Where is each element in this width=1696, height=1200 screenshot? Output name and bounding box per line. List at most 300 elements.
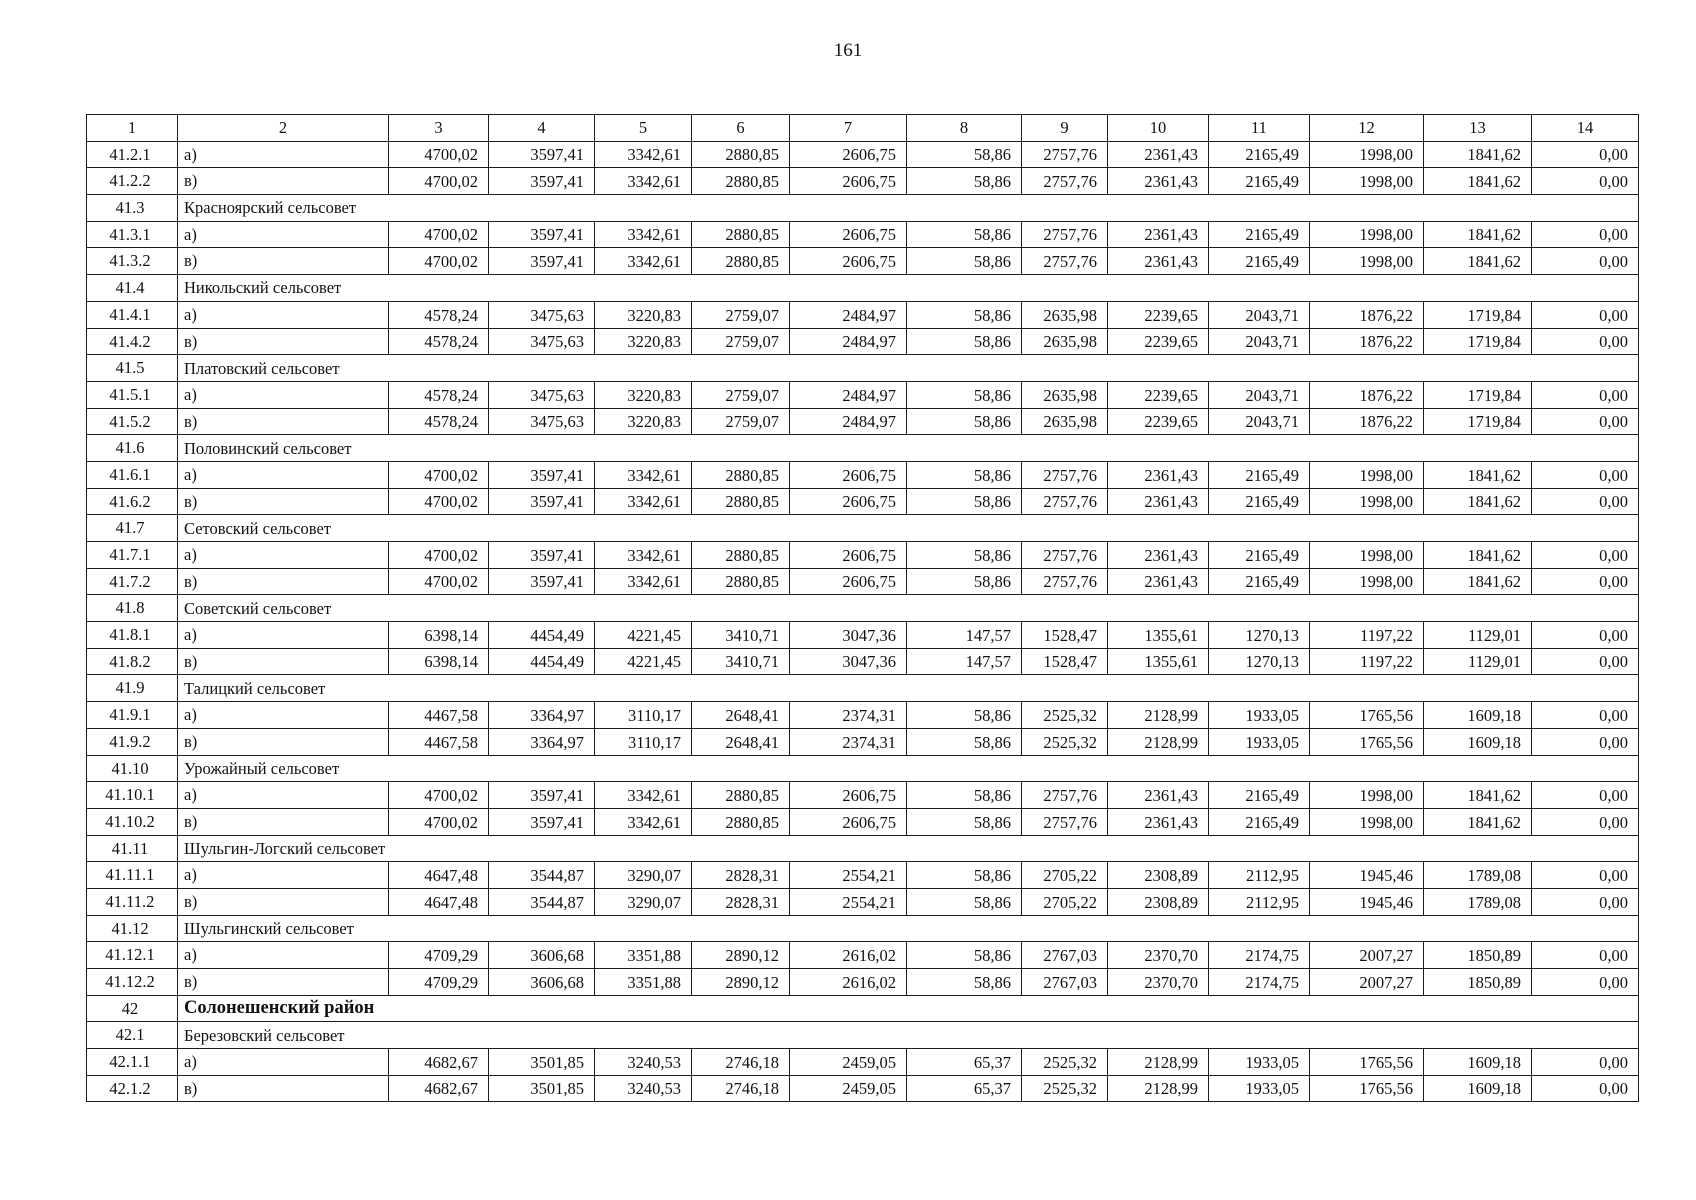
value-cell: 1129,01 xyxy=(1424,648,1532,675)
column-header: 9 xyxy=(1022,115,1108,142)
value-cell: 2370,70 xyxy=(1108,969,1209,996)
value-cell: 2043,71 xyxy=(1209,301,1310,328)
row-code: 41.4.1 xyxy=(87,301,178,328)
row-code: 41.5.2 xyxy=(87,408,178,435)
value-cell: 1933,05 xyxy=(1209,1075,1310,1102)
value-cell: 3220,83 xyxy=(595,328,692,355)
row-code: 41.5.1 xyxy=(87,381,178,408)
table-row xyxy=(87,782,1639,809)
value-cell: 3220,83 xyxy=(595,408,692,435)
value-cell: 2459,05 xyxy=(790,1075,907,1102)
row-code: 41.7 xyxy=(87,515,178,542)
value-cell: 1719,84 xyxy=(1424,408,1532,435)
value-cell: 2890,12 xyxy=(692,969,790,996)
value-cell: 4578,24 xyxy=(389,301,489,328)
table-row xyxy=(87,808,1639,835)
column-header: 7 xyxy=(790,115,907,142)
row-code: 41.6.2 xyxy=(87,488,178,515)
value-cell: 3501,85 xyxy=(489,1075,595,1102)
table-row xyxy=(87,542,1639,569)
value-cell: 1998,00 xyxy=(1310,168,1424,195)
value-cell: 2112,95 xyxy=(1209,862,1310,889)
value-cell: 2007,27 xyxy=(1310,942,1424,969)
value-cell: 1933,05 xyxy=(1209,1049,1310,1076)
value-cell: 2616,02 xyxy=(790,969,907,996)
value-cell: 4700,02 xyxy=(389,248,489,275)
table-row xyxy=(87,221,1639,248)
row-code: 41.3.2 xyxy=(87,248,178,275)
value-cell: 1998,00 xyxy=(1310,782,1424,809)
section-title: Шульгинский сельсовет xyxy=(178,915,1639,942)
value-cell: 3597,41 xyxy=(489,782,595,809)
value-cell: 2007,27 xyxy=(1310,969,1424,996)
value-cell: 1765,56 xyxy=(1310,1075,1424,1102)
value-cell: 4221,45 xyxy=(595,622,692,649)
value-cell: 2759,07 xyxy=(692,328,790,355)
value-cell: 2606,75 xyxy=(790,248,907,275)
value-cell: 1609,18 xyxy=(1424,728,1532,755)
value-cell: 2361,43 xyxy=(1108,488,1209,515)
row-label: а) xyxy=(178,381,389,408)
value-cell: 0,00 xyxy=(1532,622,1639,649)
row-label: а) xyxy=(178,782,389,809)
value-cell: 2239,65 xyxy=(1108,301,1209,328)
value-cell: 2757,76 xyxy=(1022,568,1108,595)
column-header: 5 xyxy=(595,115,692,142)
section-title: Платовский сельсовет xyxy=(178,355,1639,382)
value-cell: 0,00 xyxy=(1532,328,1639,355)
value-cell: 1841,62 xyxy=(1424,542,1532,569)
value-cell: 2757,76 xyxy=(1022,221,1108,248)
value-cell: 58,86 xyxy=(907,141,1022,168)
value-cell: 3597,41 xyxy=(489,141,595,168)
value-cell: 58,86 xyxy=(907,381,1022,408)
section-title: Солонешенский район xyxy=(178,995,1639,1022)
value-cell: 0,00 xyxy=(1532,648,1639,675)
value-cell: 0,00 xyxy=(1532,568,1639,595)
value-cell: 2308,89 xyxy=(1108,862,1209,889)
section-title: Сетовский сельсовет xyxy=(178,515,1639,542)
row-code: 41.3 xyxy=(87,195,178,222)
value-cell: 0,00 xyxy=(1532,542,1639,569)
value-cell: 1841,62 xyxy=(1424,221,1532,248)
value-cell: 0,00 xyxy=(1532,221,1639,248)
table-row xyxy=(87,728,1639,755)
value-cell: 2606,75 xyxy=(790,542,907,569)
value-cell: 3364,97 xyxy=(489,702,595,729)
row-label: в) xyxy=(178,648,389,675)
value-cell: 3110,17 xyxy=(595,702,692,729)
value-cell: 4709,29 xyxy=(389,942,489,969)
value-cell: 1998,00 xyxy=(1310,461,1424,488)
value-cell: 1719,84 xyxy=(1424,381,1532,408)
row-code: 41.12 xyxy=(87,915,178,942)
value-cell: 2880,85 xyxy=(692,168,790,195)
value-cell: 0,00 xyxy=(1532,461,1639,488)
value-cell: 3606,68 xyxy=(489,942,595,969)
table-row xyxy=(87,488,1639,515)
table-row xyxy=(87,168,1639,195)
row-code: 41.3.1 xyxy=(87,221,178,248)
value-cell: 3240,53 xyxy=(595,1049,692,1076)
value-cell: 3220,83 xyxy=(595,381,692,408)
value-cell: 2525,32 xyxy=(1022,702,1108,729)
value-cell: 2890,12 xyxy=(692,942,790,969)
value-cell: 58,86 xyxy=(907,568,1022,595)
value-cell: 2128,99 xyxy=(1108,1049,1209,1076)
value-cell: 2606,75 xyxy=(790,488,907,515)
value-cell: 2484,97 xyxy=(790,301,907,328)
value-cell: 2361,43 xyxy=(1108,221,1209,248)
section-row xyxy=(87,595,1639,622)
table-row xyxy=(87,381,1639,408)
value-cell: 2484,97 xyxy=(790,328,907,355)
value-cell: 3475,63 xyxy=(489,328,595,355)
value-cell: 1528,47 xyxy=(1022,648,1108,675)
value-cell: 1876,22 xyxy=(1310,328,1424,355)
value-cell: 1841,62 xyxy=(1424,568,1532,595)
value-cell: 4700,02 xyxy=(389,542,489,569)
value-cell: 2174,75 xyxy=(1209,942,1310,969)
value-cell: 1998,00 xyxy=(1310,808,1424,835)
value-cell: 4467,58 xyxy=(389,728,489,755)
value-cell: 3597,41 xyxy=(489,568,595,595)
value-cell: 58,86 xyxy=(907,782,1022,809)
value-cell: 3475,63 xyxy=(489,408,595,435)
value-cell: 0,00 xyxy=(1532,488,1639,515)
value-cell: 1945,46 xyxy=(1310,888,1424,915)
value-cell: 4709,29 xyxy=(389,969,489,996)
value-cell: 2361,43 xyxy=(1108,542,1209,569)
row-code: 41.7.1 xyxy=(87,542,178,569)
value-cell: 1841,62 xyxy=(1424,488,1532,515)
value-cell: 58,86 xyxy=(907,328,1022,355)
value-cell: 4700,02 xyxy=(389,141,489,168)
value-cell: 58,86 xyxy=(907,408,1022,435)
value-cell: 2880,85 xyxy=(692,542,790,569)
section-row xyxy=(87,195,1639,222)
value-cell: 4700,02 xyxy=(389,221,489,248)
section-title: Советский сельсовет xyxy=(178,595,1639,622)
value-cell: 6398,14 xyxy=(389,648,489,675)
value-cell: 58,86 xyxy=(907,301,1022,328)
value-cell: 2757,76 xyxy=(1022,248,1108,275)
value-cell: 2635,98 xyxy=(1022,381,1108,408)
value-cell: 1197,22 xyxy=(1310,648,1424,675)
value-cell: 2757,76 xyxy=(1022,461,1108,488)
value-cell: 2165,49 xyxy=(1209,542,1310,569)
value-cell: 2165,49 xyxy=(1209,168,1310,195)
value-cell: 2165,49 xyxy=(1209,248,1310,275)
value-cell: 0,00 xyxy=(1532,728,1639,755)
value-cell: 4454,49 xyxy=(489,622,595,649)
value-cell: 4700,02 xyxy=(389,808,489,835)
row-code: 41.9.2 xyxy=(87,728,178,755)
value-cell: 3047,36 xyxy=(790,622,907,649)
row-label: а) xyxy=(178,141,389,168)
value-cell: 1998,00 xyxy=(1310,568,1424,595)
value-cell: 2880,85 xyxy=(692,221,790,248)
row-code: 41.11.1 xyxy=(87,862,178,889)
value-cell: 1609,18 xyxy=(1424,1049,1532,1076)
value-cell: 3342,61 xyxy=(595,461,692,488)
value-cell: 2459,05 xyxy=(790,1049,907,1076)
value-cell: 2128,99 xyxy=(1108,728,1209,755)
row-code: 41.9.1 xyxy=(87,702,178,729)
section-row xyxy=(87,835,1639,862)
row-code: 41.12.1 xyxy=(87,942,178,969)
value-cell: 58,86 xyxy=(907,542,1022,569)
value-cell: 1998,00 xyxy=(1310,141,1424,168)
row-code: 42.1.2 xyxy=(87,1075,178,1102)
table-row xyxy=(87,1049,1639,1076)
row-label: а) xyxy=(178,1049,389,1076)
row-code: 42.1 xyxy=(87,1022,178,1049)
row-code: 41.10.1 xyxy=(87,782,178,809)
row-label: в) xyxy=(178,488,389,515)
value-cell: 3240,53 xyxy=(595,1075,692,1102)
column-header: 14 xyxy=(1532,115,1639,142)
value-cell: 2757,76 xyxy=(1022,808,1108,835)
value-cell: 2128,99 xyxy=(1108,702,1209,729)
row-label: а) xyxy=(178,622,389,649)
value-cell: 2308,89 xyxy=(1108,888,1209,915)
value-cell: 1609,18 xyxy=(1424,702,1532,729)
value-cell: 2043,71 xyxy=(1209,328,1310,355)
value-cell: 4700,02 xyxy=(389,568,489,595)
value-cell: 3364,97 xyxy=(489,728,595,755)
value-cell: 0,00 xyxy=(1532,888,1639,915)
value-cell: 3351,88 xyxy=(595,969,692,996)
value-cell: 2880,85 xyxy=(692,808,790,835)
value-cell: 4221,45 xyxy=(595,648,692,675)
row-label: в) xyxy=(178,248,389,275)
row-code: 41.8 xyxy=(87,595,178,622)
value-cell: 2370,70 xyxy=(1108,942,1209,969)
value-cell: 3597,41 xyxy=(489,461,595,488)
value-cell: 1998,00 xyxy=(1310,542,1424,569)
value-cell: 1841,62 xyxy=(1424,808,1532,835)
row-code: 41.7.2 xyxy=(87,568,178,595)
value-cell: 3606,68 xyxy=(489,969,595,996)
value-cell: 2361,43 xyxy=(1108,248,1209,275)
value-cell: 1765,56 xyxy=(1310,728,1424,755)
column-header: 10 xyxy=(1108,115,1209,142)
value-cell: 2635,98 xyxy=(1022,328,1108,355)
value-cell: 4454,49 xyxy=(489,648,595,675)
value-cell: 0,00 xyxy=(1532,168,1639,195)
value-cell: 6398,14 xyxy=(389,622,489,649)
table-row xyxy=(87,248,1639,275)
row-code: 41.6 xyxy=(87,435,178,462)
value-cell: 0,00 xyxy=(1532,862,1639,889)
value-cell: 58,86 xyxy=(907,168,1022,195)
value-cell: 65,37 xyxy=(907,1075,1022,1102)
value-cell: 2648,41 xyxy=(692,728,790,755)
value-cell: 2374,31 xyxy=(790,728,907,755)
row-code: 41.4.2 xyxy=(87,328,178,355)
value-cell: 1933,05 xyxy=(1209,702,1310,729)
row-label: в) xyxy=(178,328,389,355)
value-cell: 0,00 xyxy=(1532,381,1639,408)
value-cell: 3110,17 xyxy=(595,728,692,755)
section-title: Шульгин-Логский сельсовет xyxy=(178,835,1639,862)
value-cell: 2128,99 xyxy=(1108,1075,1209,1102)
value-cell: 0,00 xyxy=(1532,808,1639,835)
section-title: Красноярский сельсовет xyxy=(178,195,1639,222)
value-cell: 1765,56 xyxy=(1310,702,1424,729)
value-cell: 4682,67 xyxy=(389,1075,489,1102)
table-row xyxy=(87,408,1639,435)
value-cell: 2361,43 xyxy=(1108,568,1209,595)
value-cell: 0,00 xyxy=(1532,782,1639,809)
value-cell: 3342,61 xyxy=(595,568,692,595)
table-row xyxy=(87,862,1639,889)
value-cell: 2767,03 xyxy=(1022,969,1108,996)
value-cell: 2112,95 xyxy=(1209,888,1310,915)
value-cell: 58,86 xyxy=(907,808,1022,835)
value-cell: 1841,62 xyxy=(1424,461,1532,488)
value-cell: 3475,63 xyxy=(489,381,595,408)
section-title: Талицкий сельсовет xyxy=(178,675,1639,702)
value-cell: 2361,43 xyxy=(1108,141,1209,168)
row-code: 41.12.2 xyxy=(87,969,178,996)
section-row xyxy=(87,355,1639,382)
value-cell: 3342,61 xyxy=(595,782,692,809)
value-cell: 2361,43 xyxy=(1108,461,1209,488)
row-code: 41.8.1 xyxy=(87,622,178,649)
row-label: а) xyxy=(178,542,389,569)
section-row xyxy=(87,1022,1639,1049)
table-row xyxy=(87,1075,1639,1102)
column-header: 3 xyxy=(389,115,489,142)
value-cell: 1850,89 xyxy=(1424,942,1532,969)
value-cell: 3597,41 xyxy=(489,168,595,195)
value-cell: 3597,41 xyxy=(489,248,595,275)
value-cell: 0,00 xyxy=(1532,301,1639,328)
row-label: в) xyxy=(178,568,389,595)
column-header: 8 xyxy=(907,115,1022,142)
value-cell: 2746,18 xyxy=(692,1075,790,1102)
row-label: в) xyxy=(178,1075,389,1102)
value-cell: 3597,41 xyxy=(489,488,595,515)
row-label: а) xyxy=(178,301,389,328)
table-row xyxy=(87,622,1639,649)
value-cell: 2880,85 xyxy=(692,782,790,809)
column-header: 13 xyxy=(1424,115,1532,142)
value-cell: 2880,85 xyxy=(692,488,790,515)
value-cell: 1789,08 xyxy=(1424,888,1532,915)
row-code: 41.11.2 xyxy=(87,888,178,915)
value-cell: 4700,02 xyxy=(389,782,489,809)
value-cell: 2525,32 xyxy=(1022,1075,1108,1102)
value-cell: 2484,97 xyxy=(790,408,907,435)
section-row xyxy=(87,515,1639,542)
value-cell: 1197,22 xyxy=(1310,622,1424,649)
section-title: Никольский сельсовет xyxy=(178,275,1639,302)
row-code: 41.4 xyxy=(87,275,178,302)
value-cell: 3342,61 xyxy=(595,141,692,168)
value-cell: 3047,36 xyxy=(790,648,907,675)
value-cell: 3410,71 xyxy=(692,648,790,675)
value-cell: 2880,85 xyxy=(692,461,790,488)
value-cell: 58,86 xyxy=(907,488,1022,515)
row-code: 41.2.2 xyxy=(87,168,178,195)
value-cell: 2174,75 xyxy=(1209,969,1310,996)
value-cell: 1719,84 xyxy=(1424,328,1532,355)
value-cell: 2606,75 xyxy=(790,568,907,595)
value-cell: 1998,00 xyxy=(1310,488,1424,515)
section-title: Березовский сельсовет xyxy=(178,1022,1639,1049)
value-cell: 1945,46 xyxy=(1310,862,1424,889)
section-row xyxy=(87,275,1639,302)
value-cell: 3410,71 xyxy=(692,622,790,649)
value-cell: 2616,02 xyxy=(790,942,907,969)
value-cell: 2606,75 xyxy=(790,808,907,835)
value-cell: 2759,07 xyxy=(692,301,790,328)
section-row xyxy=(87,915,1639,942)
value-cell: 2239,65 xyxy=(1108,408,1209,435)
value-cell: 3220,83 xyxy=(595,301,692,328)
value-cell: 1129,01 xyxy=(1424,622,1532,649)
value-cell: 1355,61 xyxy=(1108,648,1209,675)
value-cell: 2705,22 xyxy=(1022,888,1108,915)
row-label: в) xyxy=(178,728,389,755)
column-header: 11 xyxy=(1209,115,1310,142)
table-row xyxy=(87,141,1639,168)
value-cell: 4578,24 xyxy=(389,328,489,355)
value-cell: 4578,24 xyxy=(389,381,489,408)
value-cell: 2239,65 xyxy=(1108,381,1209,408)
value-cell: 1765,56 xyxy=(1310,1049,1424,1076)
value-cell: 0,00 xyxy=(1532,942,1639,969)
value-cell: 2361,43 xyxy=(1108,808,1209,835)
value-cell: 4647,48 xyxy=(389,862,489,889)
value-cell: 2828,31 xyxy=(692,862,790,889)
value-cell: 58,86 xyxy=(907,221,1022,248)
value-cell: 2606,75 xyxy=(790,168,907,195)
value-cell: 3342,61 xyxy=(595,808,692,835)
value-cell: 4700,02 xyxy=(389,168,489,195)
row-label: а) xyxy=(178,702,389,729)
value-cell: 2484,97 xyxy=(790,381,907,408)
value-cell: 0,00 xyxy=(1532,702,1639,729)
value-cell: 4647,48 xyxy=(389,888,489,915)
value-cell: 2361,43 xyxy=(1108,782,1209,809)
value-cell: 1841,62 xyxy=(1424,248,1532,275)
value-cell: 3597,41 xyxy=(489,808,595,835)
value-cell: 4682,67 xyxy=(389,1049,489,1076)
value-cell: 1841,62 xyxy=(1424,141,1532,168)
row-label: а) xyxy=(178,461,389,488)
value-cell: 58,86 xyxy=(907,728,1022,755)
row-label: а) xyxy=(178,862,389,889)
value-cell: 2165,49 xyxy=(1209,221,1310,248)
value-cell: 2828,31 xyxy=(692,888,790,915)
value-cell: 2239,65 xyxy=(1108,328,1209,355)
value-cell: 58,86 xyxy=(907,461,1022,488)
value-cell: 1719,84 xyxy=(1424,301,1532,328)
row-label: а) xyxy=(178,221,389,248)
value-cell: 0,00 xyxy=(1532,141,1639,168)
value-cell: 1876,22 xyxy=(1310,301,1424,328)
section-title: Урожайный сельсовет xyxy=(178,755,1639,782)
value-cell: 2705,22 xyxy=(1022,862,1108,889)
value-cell: 65,37 xyxy=(907,1049,1022,1076)
value-cell: 2165,49 xyxy=(1209,782,1310,809)
table-row xyxy=(87,301,1639,328)
tariff-table xyxy=(86,114,1639,1102)
